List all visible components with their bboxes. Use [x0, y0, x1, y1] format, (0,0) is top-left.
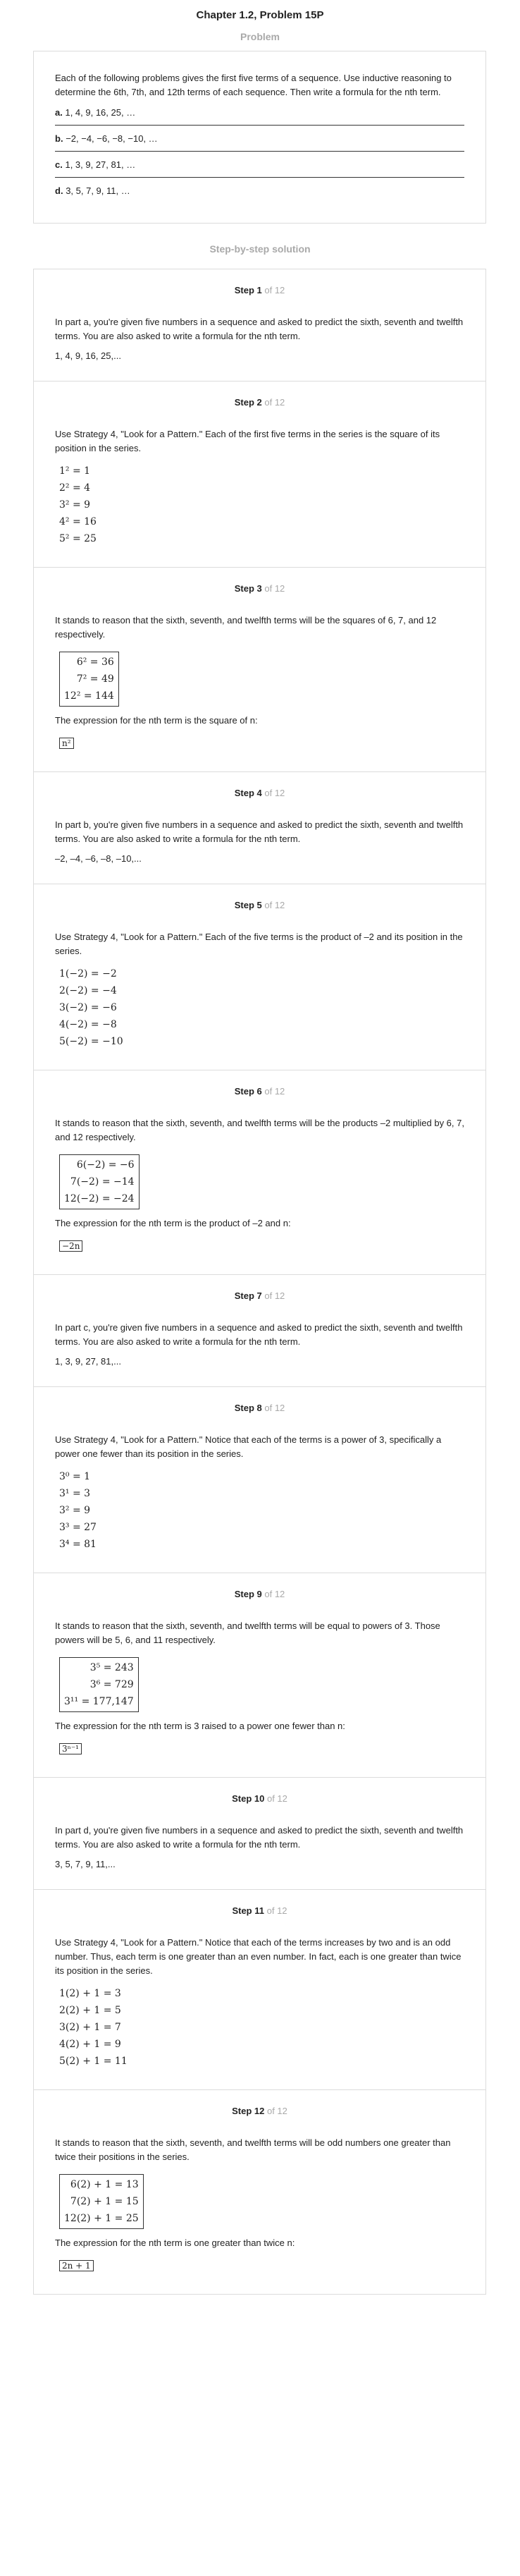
- math-line: 3¹¹ = 177,147: [64, 1696, 134, 1707]
- step-count: of 12: [264, 583, 285, 594]
- math-line: 4(2) + 1 = 9: [59, 2039, 121, 2050]
- math-line: 6(2) + 1 = 13: [70, 2179, 139, 2190]
- math-lines: [59, 463, 464, 547]
- step-label: Step 12: [232, 2106, 265, 2116]
- math-line: 3² = 9: [59, 499, 91, 511]
- step-text: In part b, you're given five numbers in a sequence and asked to predict the sixth, seventh and twelfth terms. You are also asked to write a formula for the nth term.: [55, 819, 464, 844]
- step-title: [55, 900, 464, 910]
- step-conclusion: The expression for the nth term is the square of n:: [55, 715, 258, 726]
- problem-intro: Each of the following problems gives the first five terms of a sequence. Use inductive reasoning to determine the 6th, 7th, and 12th terms of each sequence. Then write a formula for the nth term.: [55, 73, 452, 97]
- answer-box: −2n: [59, 1240, 82, 1252]
- part-label: b.: [55, 133, 63, 144]
- math-line: 12² = 144: [64, 690, 114, 702]
- math-line: 2(−2) = −4: [59, 985, 117, 996]
- step-title: [55, 1086, 464, 1097]
- problem-part-c: [55, 157, 464, 178]
- step-label: Step 7: [234, 1290, 262, 1301]
- problem-part-d: [55, 183, 464, 203]
- step-title: [55, 1793, 464, 1804]
- math-line: 3(−2) = −6: [59, 1002, 117, 1013]
- step-text: Use Strategy 4, "Look for a Pattern." Notice that each of the terms is a power of 3, specifically a power one fewer than its position in the series.: [55, 1434, 442, 1459]
- step-label: Step 10: [232, 1793, 265, 1804]
- math-line: 3³ = 27: [59, 1522, 97, 1533]
- solution-step: [34, 1275, 485, 1387]
- math-line: 3⁴ = 81: [59, 1539, 97, 1550]
- step-title: [55, 1905, 464, 1916]
- step-text: Use Strategy 4, "Look for a Pattern." Notice that each of the terms increases by two and is an odd number. Thus, each term is one greater than an even number. In fact, each is one greater than twice its position in the series.: [55, 1937, 462, 1976]
- step-title: [55, 2106, 464, 2116]
- math-line: 3⁵ = 243: [89, 1662, 134, 1673]
- problem-part-b: [55, 131, 464, 152]
- step-label: Step 3: [234, 583, 262, 594]
- solution-step: [34, 884, 485, 1070]
- step-conclusion: The expression for the nth term is the product of –2 and n:: [55, 1218, 291, 1228]
- step-label: Step 2: [234, 397, 262, 408]
- solution-step: [34, 568, 485, 772]
- math-line: 7² = 49: [76, 673, 114, 685]
- step-title: [55, 397, 464, 408]
- math-line: 3(2) + 1 = 7: [59, 2022, 121, 2033]
- step-label: Step 9: [234, 1589, 262, 1599]
- answer-box: 2n + 1: [59, 2260, 94, 2271]
- step-title: [55, 788, 464, 798]
- step-count: of 12: [264, 1589, 285, 1599]
- problem-box: [33, 51, 486, 224]
- part-text: −2, −4, −6, −8, −10, …: [66, 133, 158, 144]
- solution-heading: Step-by-step solution: [209, 243, 311, 255]
- problem-part-a: [55, 105, 464, 126]
- step-conclusion: The expression for the nth term is 3 raised to a power one fewer than n:: [55, 1721, 345, 1731]
- solution-step: [34, 1070, 485, 1275]
- math-lines: [59, 1985, 464, 2070]
- step-label: Step 11: [232, 1905, 264, 1916]
- step-label: Step 6: [234, 1086, 262, 1097]
- math-line: 1(−2) = −2: [59, 968, 117, 979]
- step-count: of 12: [266, 1793, 287, 1804]
- math-line: 12(2) + 1 = 25: [64, 2213, 139, 2224]
- math-line: 1(2) + 1 = 3: [59, 1988, 121, 1999]
- sequence-text: 1, 3, 9, 27, 81,...: [55, 1356, 121, 1367]
- step-text: In part d, you're given five numbers in a sequence and asked to predict the sixth, seventh and twelfth terms. You are also asked to write a formula for the nth term.: [55, 1825, 464, 1850]
- step-label: Step 8: [234, 1403, 262, 1413]
- step-label: Step 1: [234, 285, 262, 295]
- solution-step: [34, 772, 485, 884]
- math-line: 4² = 16: [59, 516, 97, 527]
- answer-box: 3ⁿ⁻¹: [59, 1743, 82, 1754]
- part-text: 3, 5, 7, 9, 11, …: [66, 185, 130, 196]
- step-label: Step 4: [234, 788, 262, 798]
- solution-step: [34, 2090, 485, 2294]
- step-title: [55, 1589, 464, 1599]
- step-text: It stands to reason that the sixth, seventh, and twelfth terms will be equal to powers of 3. Those powers will be 5, 6, and 11 respectively.: [55, 1620, 440, 1645]
- math-line: 3⁶ = 729: [89, 1679, 134, 1690]
- step-count: of 12: [266, 1905, 287, 1916]
- sequence-text: –2, –4, –6, –8, –10,...: [55, 853, 142, 864]
- math-line: 4(−2) = −8: [59, 1019, 117, 1030]
- math-line: 12(−2) = −24: [64, 1193, 135, 1204]
- math-line: 3² = 9: [59, 1505, 91, 1516]
- problem-heading: Problem: [240, 31, 280, 42]
- part-label: c.: [55, 159, 63, 170]
- step-title: [55, 1403, 464, 1413]
- math-line: 6(−2) = −6: [76, 1159, 135, 1171]
- step-text: It stands to reason that the sixth, seventh, and twelfth terms will be odd numbers one greater than twice their positions in the series.: [55, 2137, 451, 2162]
- result-box: [59, 652, 119, 707]
- math-lines: [59, 1468, 464, 1553]
- steps-container: [33, 269, 486, 2295]
- step-text: In part c, you're given five numbers in a sequence and asked to predict the sixth, seventh and twelfth terms. You are also asked to write a formula for the nth term.: [55, 1322, 463, 1347]
- step-text: It stands to reason that the sixth, seventh, and twelfth terms will be the squares of 6, 7, and 12 respectively.: [55, 615, 437, 640]
- solution-step: [34, 1890, 485, 2090]
- solution-step: [34, 1573, 485, 1778]
- result-box: [59, 1154, 140, 1209]
- part-text: 1, 4, 9, 16, 25, …: [65, 107, 136, 118]
- step-count: of 12: [264, 788, 285, 798]
- math-line: 5(2) + 1 = 11: [59, 2056, 128, 2067]
- step-count: of 12: [264, 1290, 285, 1301]
- solution-step: [34, 381, 485, 568]
- page-title: Chapter 1.2, Problem 15P: [196, 9, 324, 21]
- solution-step: [34, 1778, 485, 1890]
- step-count: of 12: [264, 900, 285, 910]
- step-text: It stands to reason that the sixth, seventh, and twelfth terms will be the products –2 multiplied by 6, 7, and 12 respectively.: [55, 1118, 464, 1142]
- result-box: [59, 2174, 144, 2229]
- answer-box: n²: [59, 738, 74, 749]
- math-line: 6² = 36: [76, 657, 114, 668]
- math-lines: [59, 965, 464, 1050]
- step-conclusion: The expression for the nth term is one greater than twice n:: [55, 2238, 295, 2248]
- step-text: In part a, you're given five numbers in a sequence and asked to predict the sixth, seventh and twelfth terms. You are also asked to write a formula for the nth term.: [55, 317, 464, 341]
- sequence-text: 1, 4, 9, 16, 25,...: [55, 350, 121, 361]
- step-title: [55, 583, 464, 594]
- step-text: Use Strategy 4, "Look for a Pattern." Each of the five terms is the product of –2 and its position in the series.: [55, 932, 463, 956]
- math-line: 3⁰ = 1: [59, 1471, 91, 1482]
- step-count: of 12: [264, 285, 285, 295]
- step-count: of 12: [264, 1403, 285, 1413]
- step-count: of 12: [266, 2106, 287, 2116]
- part-label: d.: [55, 185, 63, 196]
- math-line: 1² = 1: [59, 465, 91, 477]
- step-count: of 12: [264, 397, 285, 408]
- math-line: 2² = 4: [59, 482, 91, 494]
- part-text: 1, 3, 9, 27, 81, …: [65, 159, 136, 170]
- math-line: 5(−2) = −10: [59, 1036, 123, 1047]
- part-label: a.: [55, 107, 63, 118]
- math-line: 3¹ = 3: [59, 1488, 91, 1499]
- math-line: 5² = 25: [59, 533, 97, 544]
- step-label: Step 5: [234, 900, 262, 910]
- solution-step: [34, 1387, 485, 1573]
- math-line: 7(−2) = −14: [70, 1176, 135, 1188]
- math-line: 7(2) + 1 = 15: [70, 2196, 139, 2207]
- step-title: [55, 285, 464, 295]
- math-line: 2(2) + 1 = 5: [59, 2005, 121, 2016]
- step-text: Use Strategy 4, "Look for a Pattern." Each of the first five terms in the series is the square of its position in the series.: [55, 429, 440, 453]
- solution-step: [34, 269, 485, 381]
- result-box: [59, 1657, 139, 1712]
- sequence-text: 3, 5, 7, 9, 11,...: [55, 1859, 116, 1869]
- step-title: [55, 1290, 464, 1301]
- step-count: of 12: [264, 1086, 285, 1097]
